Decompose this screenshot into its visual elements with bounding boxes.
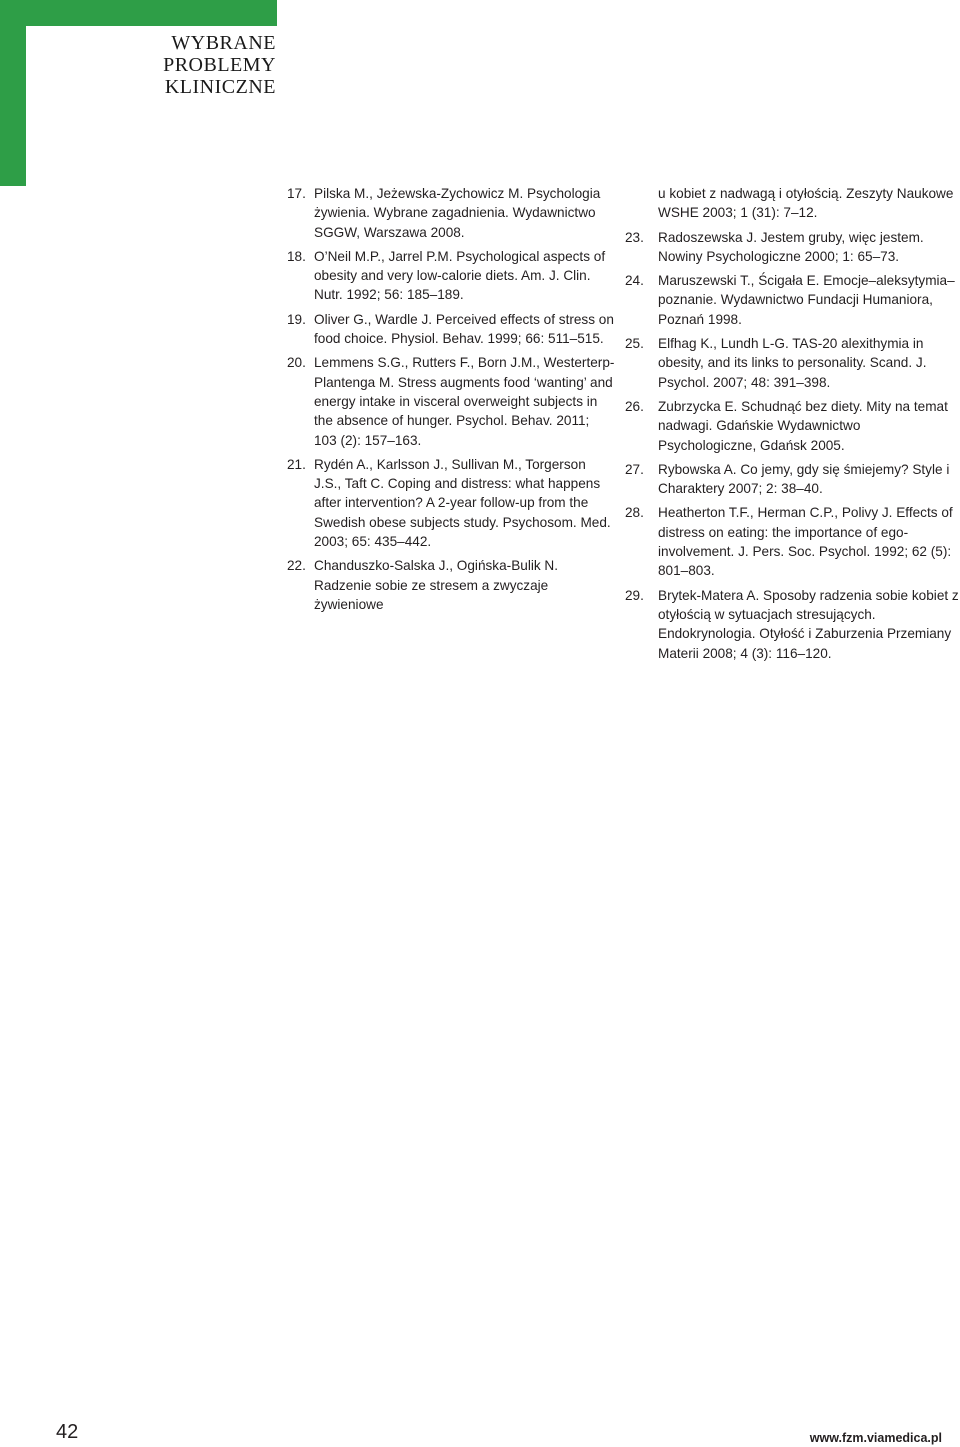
section-title-line: PROBLEMY	[163, 54, 276, 76]
reference-number: 29.	[625, 587, 644, 603]
reference-item	[281, 455, 615, 551]
reference-item	[281, 310, 615, 349]
reference-number: 25.	[625, 336, 644, 352]
section-title-line: KLINICZNE	[164, 76, 276, 98]
reference-item	[281, 184, 615, 242]
reference-text: Pilska M., Jeżewska-Zychowicz M. Psychologia żywienia. Wybrane zagadnienia. Wydawnictwo SGGW, Warszawa 2008.	[314, 186, 601, 240]
page-number: 42	[56, 1421, 79, 1443]
reference-text: Lemmens S.G., Rutters F., Born J.M., Westerterp-Plantenga M. Stress augments food ‘wanting’ and energy intake in visceral overweight subjects in the absence of hunger. Psychol. Behav. 2011; 103 (2): 157–163.	[314, 355, 615, 448]
reference-text: Brytek-Matera A. Sposoby radzenia sobie kobiet z otyłością w sytuacjach stresujących. Endokrynologia. Otyłość i Zaburzenia Przemiany Materii 2008; 4 (3): 116–120.	[658, 587, 959, 661]
reference-text: Heatherton T.F., Herman C.P., Polivy J. Effects of distress on eating: the importance of ego-involvement. J. Pers. Soc. Psychol. 1992; 62 (5): 801–803.	[658, 505, 953, 579]
reference-text: Radoszewska J. Jestem gruby, więc jestem. Nowiny Psychologiczne 2000; 1: 65–73.	[658, 229, 924, 264]
reference-number: 23.	[625, 229, 644, 245]
reference-item	[281, 556, 615, 614]
reference-text: Rydén A., Karlsson J., Sullivan M., Torgerson J.S., Taft C. Coping and distress: what happens after intervention? A 2-year follow-up from the Swedish obese subjects study. Psychosom. Med. 2003; 65: 435–442.	[314, 456, 611, 550]
reference-text: O’Neil M.P., Jarrel P.M. Psychological aspects of obesity and very low-calorie diets. Am. J. Clin. Nutr. 1992; 56: 185–189.	[314, 248, 606, 303]
reference-text: Rybowska A. Co jemy, gdy się śmiejemy? Style i Charaktery 2007; 2: 38–40.	[658, 461, 950, 497]
reference-continuation: u kobiet z nadwagą i otyłością. Zeszyty Naukowe WSHE 2003; 1 (31): 7–12.	[658, 186, 954, 221]
reference-item	[281, 247, 615, 305]
reference-text: Chanduszko-Salska J., Ogińska-Bulik N. Radzenie sobie ze stresem a zwyczaje żywieniowe	[314, 558, 559, 612]
footer-url: www.fzm.viamedica.pl	[809, 1431, 942, 1445]
reference-number: 24.	[625, 273, 644, 289]
reference-number: 21.	[287, 456, 306, 472]
reference-item	[625, 228, 959, 267]
reference-number: 26.	[625, 398, 644, 414]
section-title-line: WYBRANE	[171, 32, 276, 54]
reference-number: 19.	[287, 311, 306, 327]
header-accent-bar-side	[0, 0, 26, 186]
references-left-column	[281, 184, 615, 619]
reference-item	[625, 586, 959, 663]
reference-number: 20.	[287, 355, 306, 371]
reference-number: 28.	[625, 505, 644, 521]
reference-item	[625, 397, 959, 455]
reference-item	[625, 271, 959, 329]
reference-text: Maruszewski T., Ścigała E. Emocje–aleksytymia–poznanie. Wydawnictwo Fundacji Humaniora, Poznań 1998.	[658, 273, 955, 327]
reference-text: Zubrzycka E. Schudnąć bez diety. Mity na temat nadwagi. Gdańskie Wydawnictwo Psychologiczne, Gdańsk 2005.	[658, 398, 948, 453]
reference-number: 18.	[287, 248, 306, 264]
section-title	[60, 32, 276, 98]
reference-text: Elfhag K., Lundh L-G. TAS-20 alexithymia in obesity, and its links to personality. Scand. J. Psychol. 2007; 48: 391–398.	[658, 336, 927, 390]
reference-item	[625, 503, 959, 580]
header-accent-bar-top	[0, 0, 277, 26]
references-right-column	[625, 184, 959, 668]
reference-text: Oliver G., Wardle J. Perceived effects of stress on food choice. Physiol. Behav. 1999; 66: 511–515.	[314, 311, 614, 347]
reference-number: 27.	[625, 461, 644, 477]
reference-number: 17.	[287, 186, 306, 201]
reference-item	[625, 460, 959, 499]
reference-number: 22.	[287, 558, 306, 574]
reference-item	[625, 334, 959, 392]
reference-item	[281, 353, 615, 449]
